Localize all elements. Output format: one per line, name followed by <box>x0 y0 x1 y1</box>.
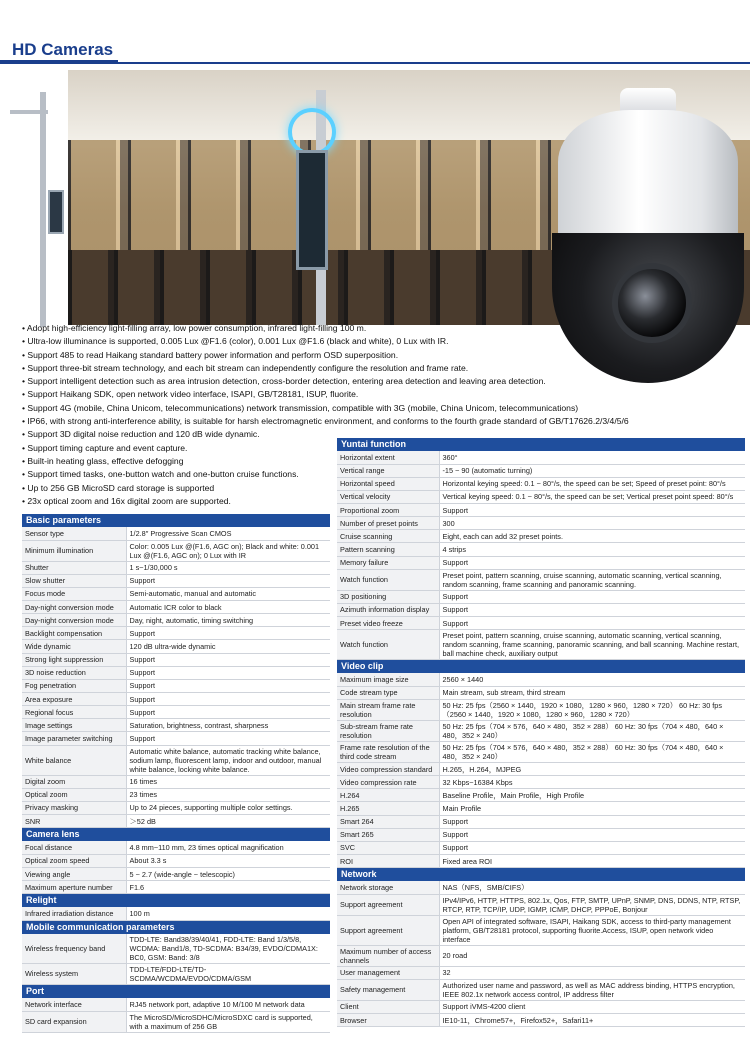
param-name: H.265 <box>337 802 439 815</box>
param-name: Sub-stream frame rate resolution <box>337 720 439 741</box>
table-row <box>22 841 330 854</box>
table-row <box>22 627 330 640</box>
section-heading: Basic parameters <box>22 514 330 527</box>
param-value: Automatic ICR color to black <box>126 601 330 614</box>
param-value: H.265，H.264，MJPEG <box>439 762 745 775</box>
param-value: 5 ~ 2.7 (wide-angle ~ telescopic) <box>126 867 330 880</box>
section-heading: Relight <box>22 894 330 908</box>
feature-item: • 23x optical zoom and 16x digital zoom are supported. <box>22 495 742 508</box>
param-value: Support <box>439 603 745 616</box>
table-row <box>22 527 330 540</box>
table-row <box>22 815 330 828</box>
table-row <box>22 587 330 600</box>
feature-item: • Support timing capture and event capture. <box>22 442 742 455</box>
table-row <box>337 630 745 660</box>
table-row <box>22 540 330 561</box>
table-row <box>22 854 330 867</box>
table-row <box>337 1000 745 1013</box>
table-row <box>337 504 745 517</box>
param-value: Semi-automatic, manual and automatic <box>126 587 330 600</box>
param-value: 1/2.8″ Progressive Scan CMOS <box>126 527 330 540</box>
table-row <box>22 574 330 587</box>
param-value: Baseline Profile，Main Profile，High Profile <box>439 789 745 802</box>
param-name: Horizontal extent <box>337 451 439 464</box>
section-heading: Camera lens <box>22 828 330 842</box>
param-name: Minimum illumination <box>22 540 126 561</box>
param-value: TDD-LTE/FDD-LTE/TD-SCDMA/WCDMA/EVDO/CDMA/GSM <box>126 963 330 984</box>
param-name: Strong light suppression <box>22 653 126 666</box>
table-row <box>22 706 330 719</box>
section-header <box>337 660 745 674</box>
title-underline <box>0 62 750 64</box>
table-row <box>337 979 745 1000</box>
param-name: H.264 <box>337 789 439 802</box>
param-name: Wireless frequency band <box>22 934 126 964</box>
param-name: Horizontal speed <box>337 477 439 490</box>
table-row <box>22 561 330 574</box>
param-value: F1.6 <box>126 881 330 894</box>
table-row <box>337 720 745 741</box>
left-spec-table <box>22 514 330 1033</box>
param-name: Safety management <box>337 979 439 1000</box>
table-row <box>22 693 330 706</box>
section-heading: Network <box>337 868 745 882</box>
param-value: Support <box>126 574 330 587</box>
param-name: Network storage <box>337 881 439 894</box>
param-value: IPv4/IPv6, HTTP, HTTPS, 802.1x, Qos, FTP, SMTP, UPnP, SNMP, DNS, DDNS, NTP, RTSP, RTCP, RTP, TCP/IP, UDP, IGMP, ICMP, DHCP, PPPoE, Bonjour <box>439 894 745 915</box>
param-value: IE10-11，Chrome57+，Firefox52+，Safari11+ <box>439 1014 745 1027</box>
param-value: Vertical keying speed: 0.1 ~ 80°/s, the speed can be set; Vertical preset point speed: 80°/s <box>439 490 745 503</box>
param-value: Support <box>439 815 745 828</box>
param-value: Support <box>439 504 745 517</box>
table-row <box>337 556 745 569</box>
param-value: Support <box>126 693 330 706</box>
table-row <box>22 881 330 894</box>
table-row <box>22 788 330 801</box>
param-name: Pattern scanning <box>337 543 439 556</box>
param-name: Wireless system <box>22 963 126 984</box>
section-heading: Port <box>22 984 330 998</box>
feature-item: • Support 4G (mobile, China Unicom, telecommunications) network transmission, compatible with 3G (mobile, China Unicom, telecommunications) <box>22 402 742 415</box>
param-value: Support <box>126 653 330 666</box>
table-row <box>22 640 330 653</box>
param-name: Infrared irradiation distance <box>22 907 126 920</box>
param-name: Slow shutter <box>22 574 126 587</box>
feature-item: • Support three-bit stream technology, and each bit stream can independently configure the resolution and frame rate. <box>22 362 742 375</box>
param-name: Support agreement <box>337 915 439 945</box>
param-name: Vertical velocity <box>337 490 439 503</box>
param-value: 300 <box>439 517 745 530</box>
param-value: 50 Hz: 25 fps（704 × 576，640 × 480，352 × 288） 60 Hz: 30 fps（704 × 480，640 × 480，352 × 240） <box>439 720 745 741</box>
table-row <box>337 854 745 867</box>
section-header <box>22 894 330 908</box>
param-name: Video compression standard <box>337 762 439 775</box>
param-name: Video compression rate <box>337 776 439 789</box>
table-row <box>337 464 745 477</box>
param-value: Saturation, brightness, contrast, sharpness <box>126 719 330 732</box>
page-title: HD Cameras <box>12 40 114 59</box>
table-row <box>22 775 330 788</box>
feature-item: • Support 485 to read Haikang standard battery power information and perform OSD superposition. <box>22 349 742 362</box>
param-name: Digital zoom <box>22 775 126 788</box>
table-row <box>337 603 745 616</box>
param-value: Main Profile <box>439 802 745 815</box>
param-name: Client <box>337 1000 439 1013</box>
table-row <box>337 673 745 686</box>
param-value: 50 Hz: 25 fps（704 × 576，640 × 480，352 × 288） 60 Hz: 30 fps（704 × 480，640 × 480，352 × 240） <box>439 741 745 762</box>
feature-item: • IP66, with strong anti-interference ability, is suitable for harsh electromagnetic environment, and conforms to the fourth grade standard of GB/T17626.2/3/4/5/6 <box>22 415 742 428</box>
param-name: Main stream frame rate resolution <box>337 699 439 720</box>
table-row <box>22 732 330 745</box>
param-name: Preset video freeze <box>337 617 439 630</box>
param-value: Up to 24 pieces, supporting multiple color settings. <box>126 801 330 814</box>
param-name: 3D noise reduction <box>22 666 126 679</box>
table-row <box>22 801 330 814</box>
table-row <box>337 894 745 915</box>
table-row <box>337 686 745 699</box>
param-value: 16 times <box>126 775 330 788</box>
table-row <box>337 802 745 815</box>
param-name: Memory failure <box>337 556 439 569</box>
section-header <box>337 868 745 882</box>
section-header <box>22 984 330 998</box>
param-value: Eight, each can add 32 preset points. <box>439 530 745 543</box>
param-value: 32 <box>439 966 745 979</box>
param-value: -15 ~ 90 (automatic turning) <box>439 464 745 477</box>
param-name: Viewing angle <box>22 867 126 880</box>
param-name: Watch function <box>337 569 439 590</box>
param-name: Regional focus <box>22 706 126 719</box>
param-name: Smart 264 <box>337 815 439 828</box>
param-value: 23 times <box>126 788 330 801</box>
param-value: NAS（NFS，SMB/CIFS） <box>439 881 745 894</box>
param-value: Support <box>439 617 745 630</box>
table-row <box>22 601 330 614</box>
param-name: SD card expansion <box>22 1011 126 1032</box>
param-value: 120 dB ultra-wide dynamic <box>126 640 330 653</box>
param-name: 3D positioning <box>337 590 439 603</box>
param-value: ＞52 dB <box>126 815 330 828</box>
table-row <box>22 614 330 627</box>
table-row <box>337 881 745 894</box>
param-name: Support agreement <box>337 894 439 915</box>
section-header <box>22 514 330 527</box>
param-value: Support <box>439 828 745 841</box>
table-row <box>337 451 745 464</box>
param-name: Proportional zoom <box>337 504 439 517</box>
param-name: Area exposure <box>22 693 126 706</box>
table-row <box>337 915 745 945</box>
table-row <box>22 907 330 920</box>
param-value: RJ45 network port, adaptive 10 M/100 M network data <box>126 998 330 1011</box>
param-value: Support <box>126 666 330 679</box>
param-value: Support <box>126 706 330 719</box>
param-name: Browser <box>337 1014 439 1027</box>
param-name: User management <box>337 966 439 979</box>
table-row <box>22 653 330 666</box>
param-name: Maximum aperture number <box>22 881 126 894</box>
param-name: Wide dynamic <box>22 640 126 653</box>
table-row <box>22 963 330 984</box>
feature-item: • Support Haikang SDK, open network video interface, ISAPI, GB/T28181, ISUP, fluorite. <box>22 388 742 401</box>
table-row <box>337 517 745 530</box>
param-value: 4 strips <box>439 543 745 556</box>
param-name: SVC <box>337 841 439 854</box>
param-name: Optical zoom <box>22 788 126 801</box>
param-value: Fixed area ROI <box>439 854 745 867</box>
param-name: Shutter <box>22 561 126 574</box>
param-name: Number of preset points <box>337 517 439 530</box>
table-row <box>22 998 330 1011</box>
param-name: Vertical range <box>337 464 439 477</box>
param-name: Image settings <box>22 719 126 732</box>
param-value: Support <box>126 732 330 745</box>
param-value: Support iVMS-4200 client <box>439 1000 745 1013</box>
table-row <box>337 945 745 966</box>
param-name: White balance <box>22 745 126 775</box>
param-value: Support <box>126 627 330 640</box>
param-value: Day, night, automatic, timing switching <box>126 614 330 627</box>
param-name: Day-night conversion mode <box>22 601 126 614</box>
section-heading: Yuntai function <box>337 438 745 451</box>
table-row <box>337 762 745 775</box>
param-name: Image parameter switching <box>22 732 126 745</box>
table-row <box>337 477 745 490</box>
param-name: Watch function <box>337 630 439 660</box>
table-row <box>22 1011 330 1032</box>
table-row <box>337 590 745 603</box>
param-name: Sensor type <box>22 527 126 540</box>
param-name: Maximum number of access channels <box>337 945 439 966</box>
table-row <box>337 828 745 841</box>
table-row <box>22 666 330 679</box>
param-name: Cruise scanning <box>337 530 439 543</box>
table-row <box>22 745 330 775</box>
table-row <box>22 719 330 732</box>
param-value: Horizontal keying speed: 0.1 ~ 80°/s, the speed can be set; Speed of preset point: 80°/s <box>439 477 745 490</box>
param-value: 360° <box>439 451 745 464</box>
param-name: SNR <box>22 815 126 828</box>
param-value: Support <box>126 679 330 692</box>
param-value: 50 Hz: 25 fps（2560 × 1440，1920 × 1080，1280 × 960，1280 × 720） 60 Hz: 30 fps（2560 × 1440，1920 × 1080，1280 × 960，1280 × 720） <box>439 699 745 720</box>
param-name: Smart 265 <box>337 828 439 841</box>
param-value: 2560 × 1440 <box>439 673 745 686</box>
table-row <box>22 679 330 692</box>
section-header <box>337 438 745 451</box>
param-name: Focus mode <box>22 587 126 600</box>
param-name: Backlight compensation <box>22 627 126 640</box>
table-row <box>337 1014 745 1027</box>
param-value: Open API of integrated software, ISAPI, Haikang SDK, access to third-party management platform, GB/T28181 protocol, supporting fluorite.Access, ISUP, open network video interface <box>439 915 745 945</box>
table-row <box>22 867 330 880</box>
param-name: Optical zoom speed <box>22 854 126 867</box>
param-value: TDD-LTE: Band38/39/40/41, FDD-LTE: Band 1/3/5/8, WCDMA: Band1/8, TD-SCDMA: B34/39, EVDO/CDMA1X: BC0, GSM: Band: 3/8 <box>126 934 330 964</box>
feature-item: • Ultra-low illuminance is supported, 0.005 Lux @F1.6 (color), 0.001 Lux @F1.6 (black and white), 0 Lux with IR. <box>22 335 742 348</box>
param-value: Main stream, sub stream, third stream <box>439 686 745 699</box>
feature-item: • Support 3D digital noise reduction and 120 dB wide dynamic. <box>22 428 742 441</box>
param-name: Day-night conversion mode <box>22 614 126 627</box>
param-name: Focal distance <box>22 841 126 854</box>
param-name: Privacy masking <box>22 801 126 814</box>
section-heading: Video clip <box>337 660 745 674</box>
table-row <box>337 543 745 556</box>
section-header <box>22 920 330 934</box>
table-row <box>337 776 745 789</box>
param-value: About 3.3 s <box>126 854 330 867</box>
param-value: Support <box>439 556 745 569</box>
feature-item: • Up to 256 GB MicroSD card storage is supported <box>22 482 742 495</box>
feature-item: • Adopt high-efficiency light-filling array, low power consumption, infrared light-filling 100 m. <box>22 322 742 335</box>
param-name: Azimuth information display <box>337 603 439 616</box>
param-name: Fog penetration <box>22 679 126 692</box>
param-name: Network interface <box>22 998 126 1011</box>
param-value: Support <box>439 841 745 854</box>
param-value: Automatic white balance, automatic tracking white balance, sodium lamp, fluorescent lamp, indoor and outdoor, manual white balance, locking white balance. <box>126 745 330 775</box>
table-row <box>337 741 745 762</box>
param-value: 100 m <box>126 907 330 920</box>
table-row <box>22 934 330 964</box>
param-name: ROI <box>337 854 439 867</box>
param-value: Color: 0.005 Lux @(F1.6, AGC on); Black and white: 0.001 Lux @(F1.6, AGC on); 0 Lux with IR <box>126 540 330 561</box>
feature-item: • Support timed tasks, one-button watch and one-button cruise functions. <box>22 468 742 481</box>
param-value: Authorized user name and password, as well as MAC address binding, HTTPS encryption, IEEE 802.1x network access control, IP address filter <box>439 979 745 1000</box>
table-row <box>337 789 745 802</box>
table-row <box>337 490 745 503</box>
table-row <box>337 617 745 630</box>
table-row <box>337 966 745 979</box>
param-value: 32 Kbps~16384 Kbps <box>439 776 745 789</box>
param-value: 1 s~1/30,000 s <box>126 561 330 574</box>
param-name: Code stream type <box>337 686 439 699</box>
param-name: Maximum image size <box>337 673 439 686</box>
feature-item: • Support intelligent detection such as area intrusion detection, cross-border detection, entering area detection and leaving area detection. <box>22 375 742 388</box>
param-name: Frame rate resolution of the third code stream <box>337 741 439 762</box>
param-value: Support <box>439 590 745 603</box>
param-value: Preset point, pattern scanning, cruise scanning, automatic scanning, vertical scanning, random scanning, frame scanning, panoramic scanning, and ball scanning. Machine restart, ball machine check, auxiliary output <box>439 630 745 660</box>
table-row <box>337 841 745 854</box>
param-value: The MicroSD/MicroSDHC/MicroSDXC card is supported, with a maximum of 256 GB <box>126 1011 330 1032</box>
table-row <box>337 530 745 543</box>
param-value: Preset point, pattern scanning, cruise scanning, automatic scanning, vertical scanning, random scanning, frame scanning and panoramic scanning. <box>439 569 745 590</box>
param-value: 4.8 mm~110 mm, 23 times optical magnification <box>126 841 330 854</box>
section-heading: Mobile communication parameters <box>22 920 330 934</box>
table-row <box>337 569 745 590</box>
feature-item: • Built-in heating glass, effective defogging <box>22 455 742 468</box>
right-spec-table <box>337 438 745 1027</box>
table-row <box>337 815 745 828</box>
table-row <box>337 699 745 720</box>
param-value: 20 road <box>439 945 745 966</box>
section-header <box>22 828 330 842</box>
